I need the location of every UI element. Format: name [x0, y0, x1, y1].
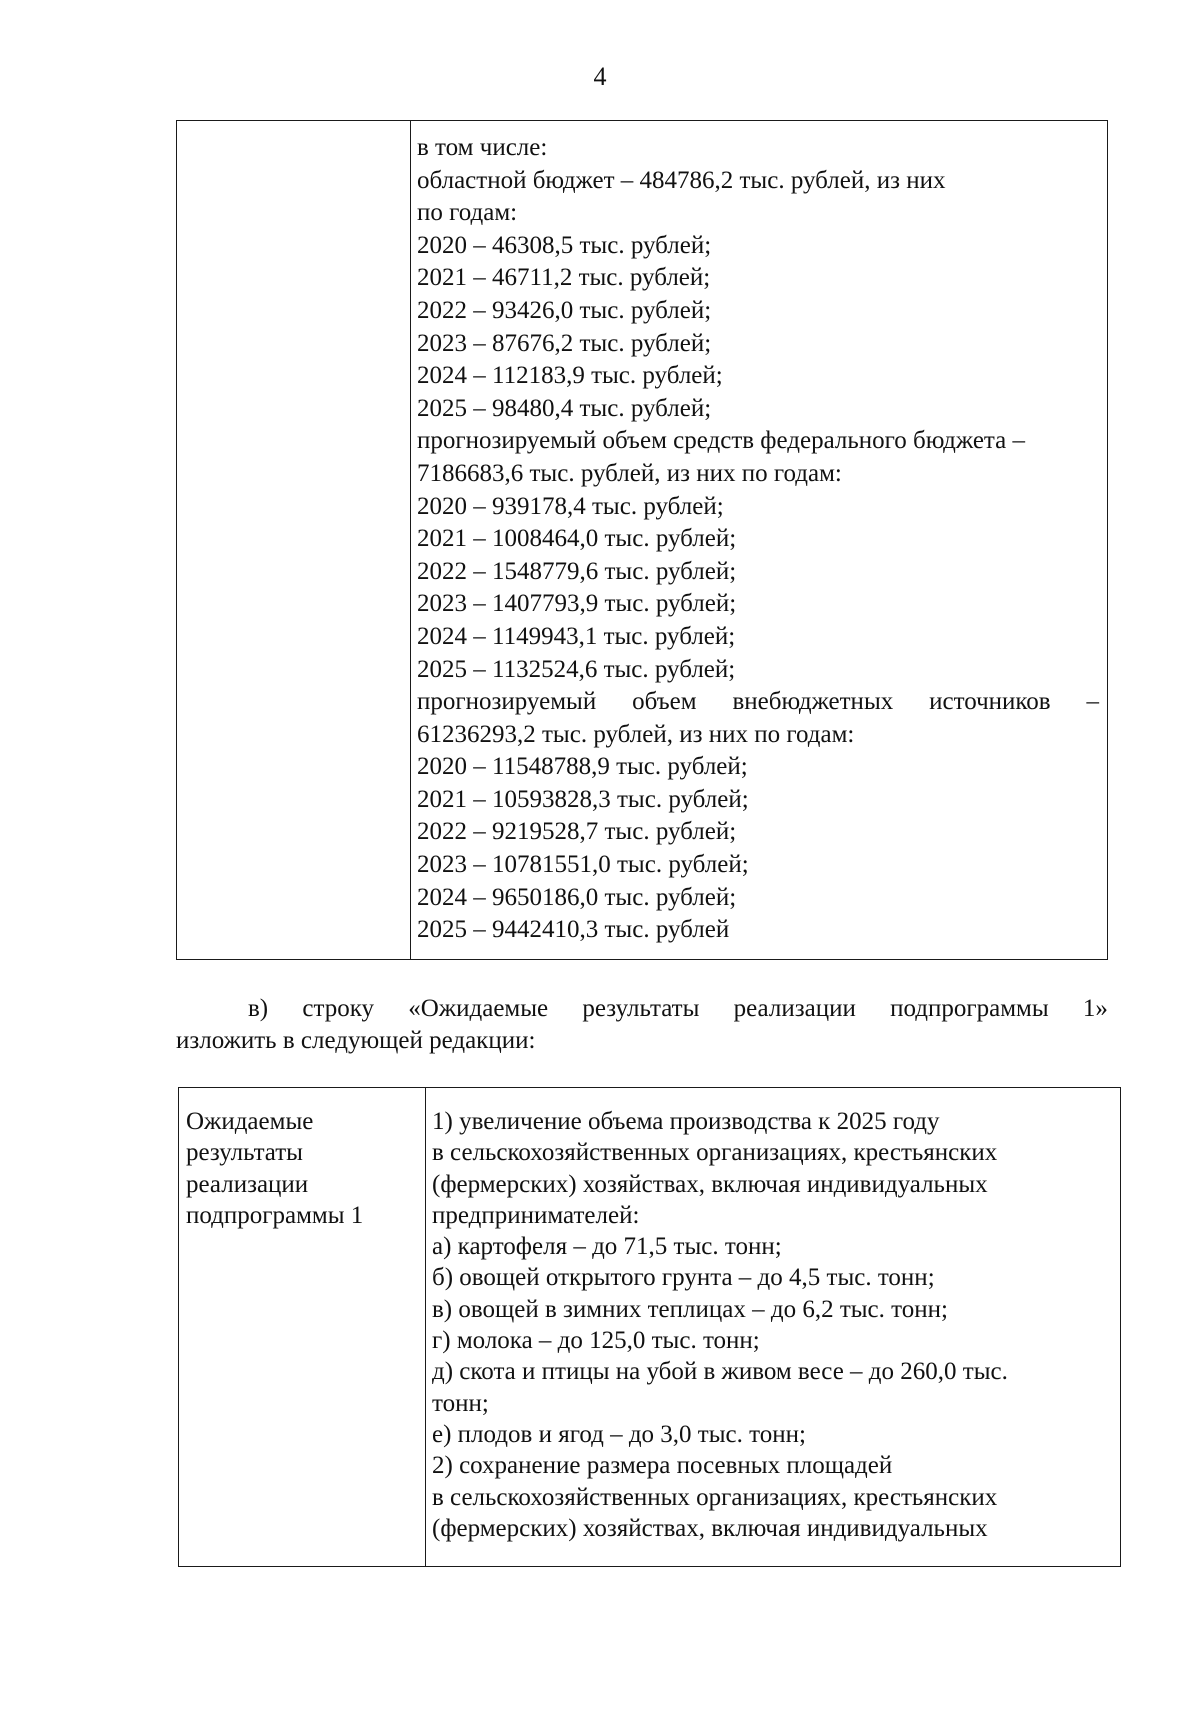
funding-line: 2021 – 10593828,3 тыс. рублей;	[417, 785, 749, 813]
word: источников	[929, 688, 1051, 716]
result-line: 2) сохранение размера посевных площадей	[432, 1452, 893, 1480]
result-line: предпринимателей:	[432, 1201, 640, 1229]
funding-line: 2024 – 1149943,1 тыс. рублей;	[417, 622, 736, 650]
funding-line: 2023 – 1407793,9 тыс. рублей;	[417, 590, 737, 618]
word: подпрограммы	[890, 995, 1049, 1022]
result-line: (фермерских) хозяйствах, включая индивидуальных	[432, 1170, 988, 1198]
result-line: е) плодов и ягод – до 3,0 тыс. тонн;	[432, 1420, 806, 1448]
paragraph-line	[176, 993, 1108, 1025]
funding-line: 2022 – 1548779,6 тыс. рублей;	[417, 557, 737, 585]
funding-line: 2020 – 11548788,9 тыс. рублей;	[417, 753, 748, 781]
funding-line: 2025 – 9442410,3 тыс. рублей	[417, 916, 730, 944]
expected-results-label-cell	[179, 1088, 426, 1567]
funding-table	[176, 120, 1108, 960]
result-line: б) овощей открытого грунта – до 4,5 тыс. тонн;	[432, 1264, 935, 1292]
result-line: а) картофеля – до 71,5 тыс. тонн;	[432, 1233, 782, 1261]
word: внебюджетных	[732, 688, 894, 716]
result-line: (фермерских) хозяйствах, включая индивидуальных	[432, 1514, 988, 1542]
table-row	[177, 121, 1108, 960]
funding-table-right-cell	[411, 121, 1108, 960]
funding-line: 2023 – 10781551,0 тыс. рублей;	[417, 851, 749, 879]
funding-line: 2023 – 87676,2 тыс. рублей;	[417, 329, 712, 357]
result-line: в) овощей в зимних теплицах – до 6,2 тыс. тонн;	[432, 1295, 948, 1323]
word: результаты	[582, 995, 700, 1022]
result-line: г) молока – до 125,0 тыс. тонн;	[432, 1327, 760, 1355]
funding-line: 61236293,2 тыс. рублей, из них по годам:	[417, 720, 855, 748]
expected-results-content-cell	[426, 1088, 1121, 1567]
result-line: в сельскохозяйственных организациях, крестьянских	[432, 1139, 998, 1167]
word: в)	[248, 995, 269, 1022]
word: «Ожидаемые	[408, 995, 549, 1022]
label-line: Ожидаемые	[186, 1108, 314, 1135]
expected-results-table	[178, 1087, 1121, 1567]
funding-line-justified	[417, 686, 1099, 719]
funding-line: 7186683,6 тыс. рублей, из них по годам:	[417, 459, 842, 487]
funding-line: 2025 – 98480,4 тыс. рублей;	[417, 394, 712, 422]
result-line: в сельскохозяйственных организациях, крестьянских	[432, 1483, 998, 1511]
word: строку	[302, 995, 375, 1022]
funding-line: 2020 – 46308,5 тыс. рублей;	[417, 231, 712, 259]
label-line: результаты	[186, 1139, 303, 1167]
table-row	[179, 1088, 1121, 1567]
funding-line: 2025 – 1132524,6 тыс. рублей;	[417, 655, 736, 683]
word: 1»	[1082, 995, 1108, 1022]
word: объем	[632, 688, 697, 716]
word: прогнозируемый	[417, 688, 597, 716]
word: –	[1086, 688, 1099, 716]
word: реализации	[733, 995, 856, 1022]
funding-line: 2022 – 9219528,7 тыс. рублей;	[417, 818, 737, 846]
funding-line: 2022 – 93426,0 тыс. рублей;	[417, 296, 712, 324]
label-line: подпрограммы 1	[186, 1201, 364, 1229]
funding-line: прогнозируемый объем средств федерального бюджета –	[417, 427, 1025, 455]
funding-line: 2024 – 9650186,0 тыс. рублей;	[417, 883, 737, 911]
page-number: 4	[593, 62, 607, 91]
paragraph-line: изложить в следующей редакции:	[176, 1027, 536, 1054]
funding-line: областной бюджет – 484786,2 тыс. рублей, из них	[417, 166, 946, 194]
funding-line: в том числе:	[417, 134, 548, 161]
result-line: д) скота и птицы на убой в живом весе – до 260,0 тыс.	[432, 1358, 1008, 1386]
amendment-paragraph	[176, 993, 1108, 1057]
label-line: реализации	[186, 1170, 309, 1198]
funding-line: 2021 – 1008464,0 тыс. рублей;	[417, 525, 737, 553]
funding-line: 2020 – 939178,4 тыс. рублей;	[417, 492, 724, 520]
funding-table-left-cell	[177, 121, 411, 960]
funding-line: 2024 – 112183,9 тыс. рублей;	[417, 362, 723, 390]
funding-line: по годам:	[417, 199, 518, 227]
result-line: 1) увеличение объема производства к 2025 году	[432, 1108, 940, 1135]
funding-line: 2021 – 46711,2 тыс. рублей;	[417, 264, 711, 292]
result-line: тонн;	[432, 1389, 489, 1417]
